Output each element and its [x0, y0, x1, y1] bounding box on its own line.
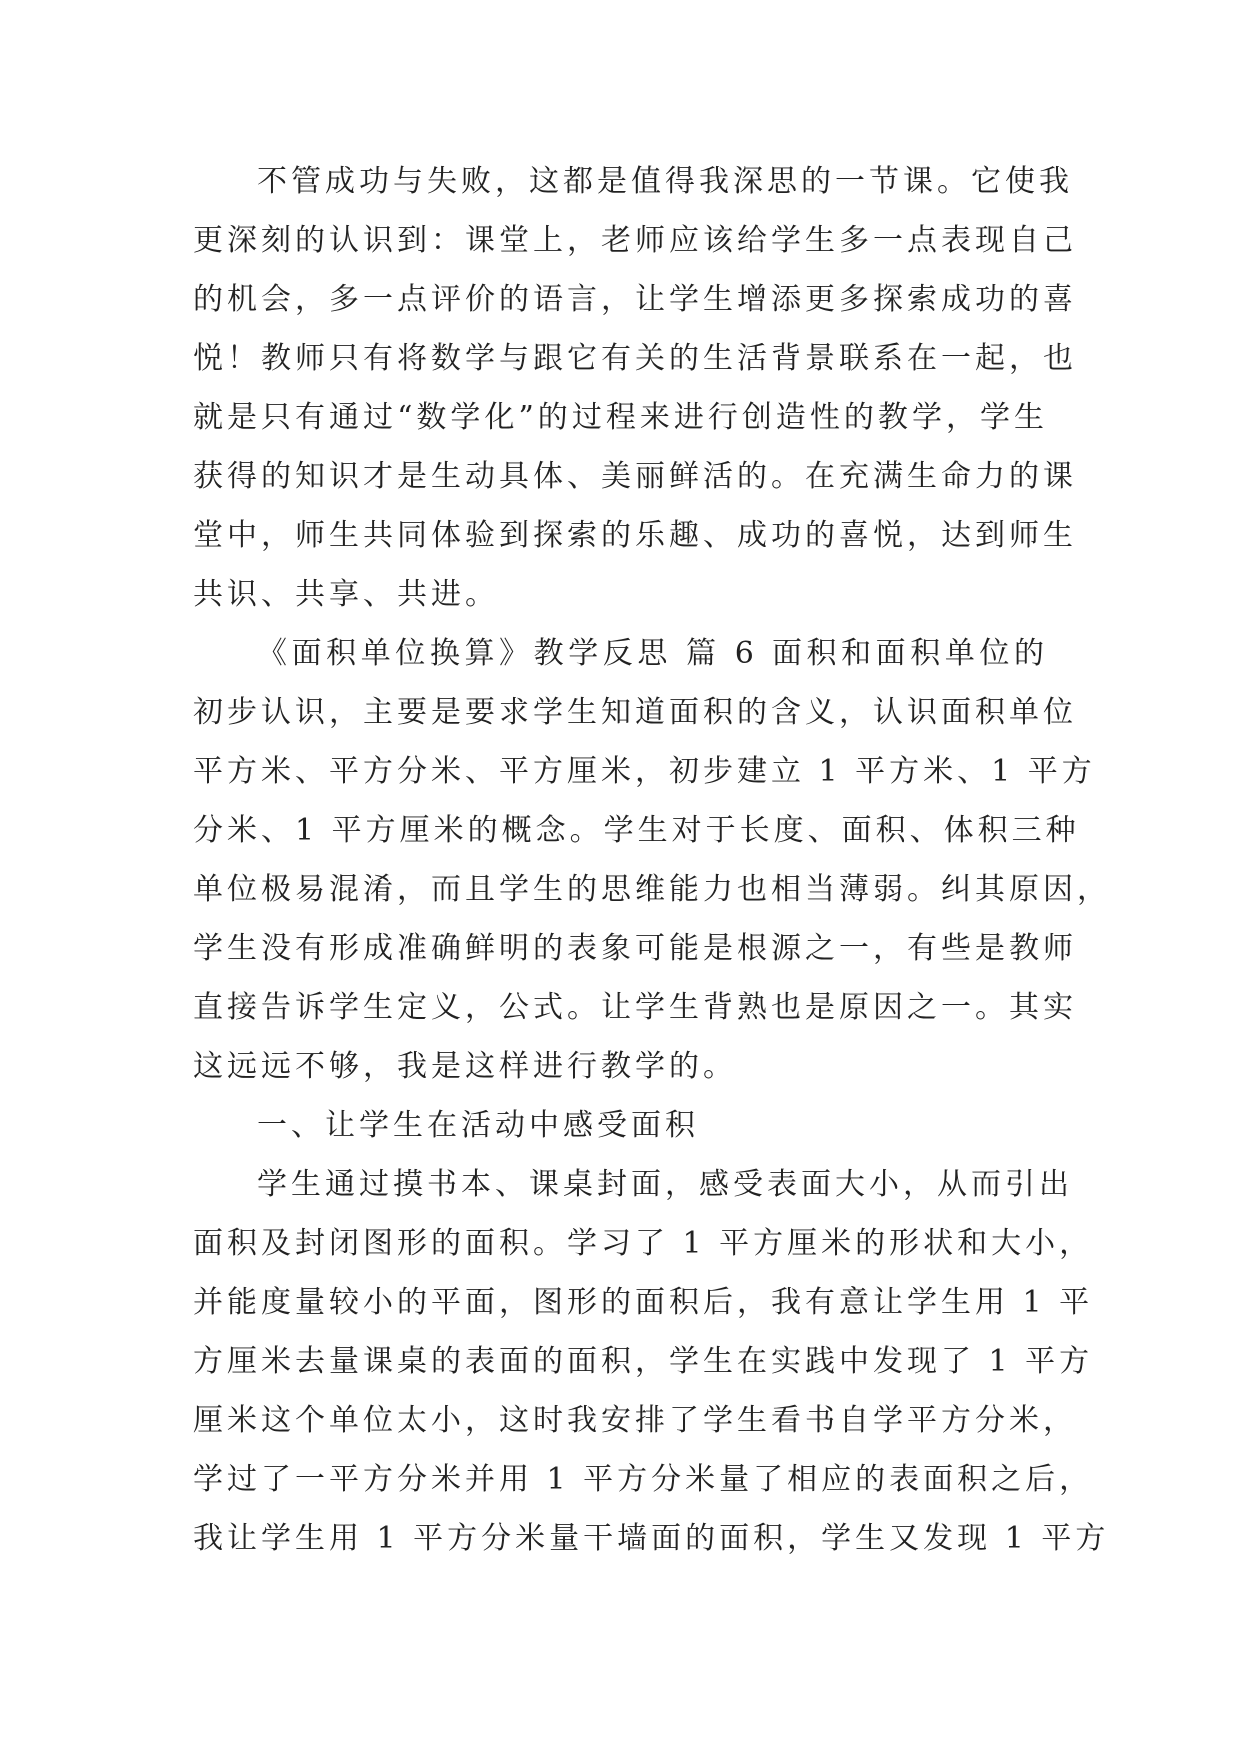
text-line: 并能度量较小的平面，图形的面积后，我有意让学生用 1 平 [193, 1285, 1094, 1320]
text-line: 学生通过摸书本、课桌封面，感受表面大小，从而引出 [257, 1167, 1073, 1202]
text-line: 获得的知识才是生动具体、美丽鲜活的。在充满生命力的课 [193, 459, 1077, 494]
section-heading-line: 《面积单位换算》教学反思 篇 6 面积和面积单位的 [257, 636, 1048, 671]
text-line: 的机会，多一点评价的语言，让学生增添更多探索成功的喜 [193, 282, 1077, 317]
text-line: 共识、共享、共进。 [193, 577, 499, 612]
text-line: 更深刻的认识到：课堂上，老师应该给学生多一点表现自己 [193, 223, 1077, 258]
text-line: 方厘米去量课桌的表面的面积，学生在实践中发现了 1 平方 [193, 1344, 1094, 1379]
text-line: 直接告诉学生定义，公式。让学生背熟也是原因之一。其实 [193, 990, 1077, 1025]
text-line: 厘米这个单位太小，这时我安排了学生看书自学平方分米， [193, 1403, 1077, 1438]
text-line: 学过了一平方分米并用 1 平方分米量了相应的表面积之后， [193, 1462, 1094, 1497]
text-line: 面积及封闭图形的面积。学习了 1 平方厘米的形状和大小， [193, 1226, 1094, 1261]
text-line: 分米、1 平方厘米的概念。学生对于长度、面积、体积三种 [193, 813, 1080, 848]
text-line: 初步认识，主要是要求学生知道面积的含义，认识面积单位 [193, 695, 1077, 730]
text-line: 我让学生用 1 平方分米量干墙面的面积，学生又发现 1 平方 [193, 1521, 1110, 1556]
subheading-line: 一、让学生在活动中感受面积 [257, 1108, 699, 1143]
text-line: 学生没有形成准确鲜明的表象可能是根源之一，有些是教师 [193, 931, 1077, 966]
text-line: 不管成功与失败，这都是值得我深思的一节课。它使我 [257, 164, 1073, 199]
text-line: 就是只有通过“数学化”的过程来进行创造性的教学，学生 [193, 400, 1048, 435]
body-text [193, 152, 1111, 1568]
text-line: 单位极易混淆，而且学生的思维能力也相当薄弱。纠其原因， [193, 872, 1111, 907]
text-line: 平方米、平方分米、平方厘米，初步建立 1 平方米、1 平方 [193, 754, 1096, 789]
text-line: 这远远不够，我是这样进行教学的。 [193, 1049, 737, 1084]
text-line: 堂中，师生共同体验到探索的乐趣、成功的喜悦，达到师生 [193, 518, 1077, 553]
text-line: 悦！教师只有将数学与跟它有关的生活背景联系在一起，也 [193, 341, 1077, 376]
